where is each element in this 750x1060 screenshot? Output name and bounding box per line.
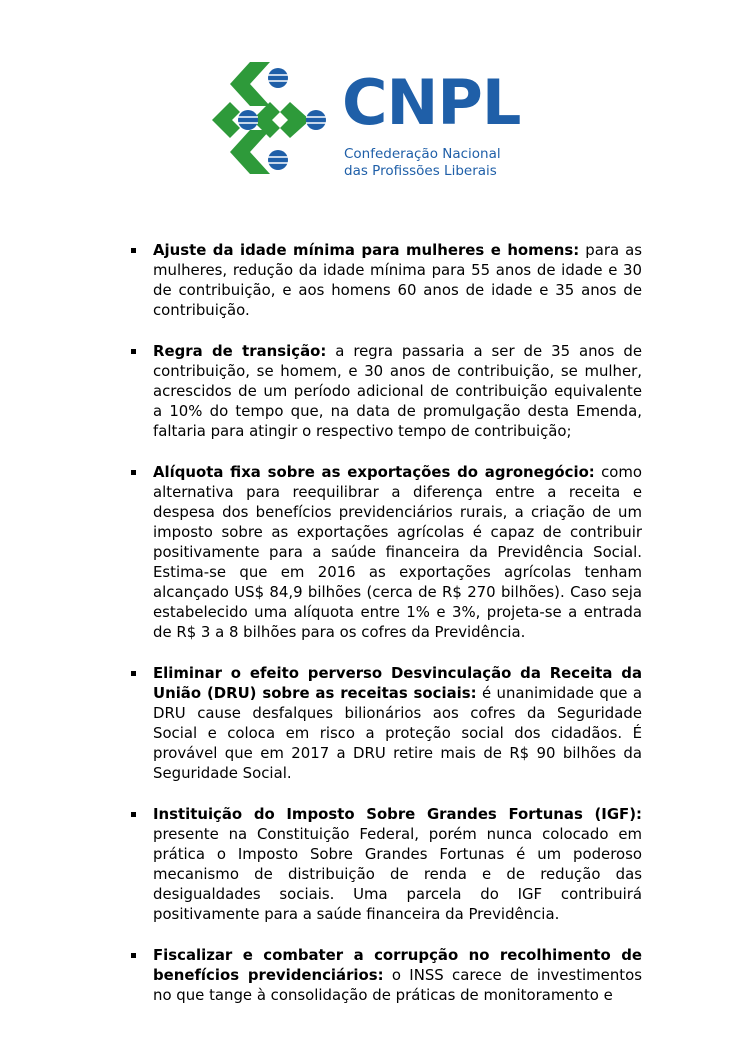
list-item-heading: Regra de transição:	[153, 342, 327, 360]
bullet-icon	[131, 953, 136, 958]
list-item-body: presente na Constituição Federal, porém nunca colocado em prática o Imposto Sobre Grandes Fortunas é um poderoso mecanismo de distribuição de renda e de redução das desigualdades sociais. Uma parcela do IGF contribuirá positivamente para a saúde financeira da Previdência.	[153, 825, 642, 923]
bullet-list	[126, 240, 642, 1026]
list-item-body: para as mulheres, redução da idade mínima para 55 anos de idade e 30 de contribuição, e aos homens 60 anos de idade e 35 anos de contribuição.	[153, 241, 642, 319]
bullet-icon	[131, 671, 136, 676]
list-item	[126, 663, 642, 783]
list-item-text	[153, 663, 642, 783]
list-item	[126, 462, 642, 642]
list-item-body: o INSS carece de investimentos no que tange à consolidação de práticas de monitoramento e	[153, 966, 642, 1004]
list-item-heading: Alíquota fixa sobre as exportações do agronegócio:	[153, 463, 595, 481]
list-item-heading: Ajuste da idade mínima para mulheres e homens:	[153, 241, 580, 259]
list-item-text	[153, 804, 642, 924]
bullet-icon	[131, 470, 136, 475]
logo-subtitle-line2: das Profissões Liberais	[344, 163, 497, 179]
list-item	[126, 804, 642, 924]
list-item-text	[153, 240, 642, 320]
logo-mark-icon	[212, 62, 330, 174]
logo-acronym: CNPL	[342, 66, 521, 139]
bullet-icon	[131, 812, 136, 817]
list-item	[126, 341, 642, 441]
bullet-icon	[131, 248, 136, 253]
list-item-heading: Instituição do Imposto Sobre Grandes Fortunas (IGF):	[153, 805, 642, 823]
list-item-body: como alternativa para reequilibrar a diferença entre a receita e despesa dos benefícios previdenciários rurais, a criação de um imposto sobre as exportações agrícolas é capaz de contribuir positivamente para a saúde financeira da Previdência Social. Estima-se que em 2016 as exportações agrícolas tenham alcançado US$ 84,9 bilhões (cerca de R$ 270 bilhões). Caso seja estabelecido uma alíquota entre 1% e 3%, projeta-se a entrada de R$ 3 a 8 bilhões para os cofres da Previdência.	[153, 463, 642, 641]
list-item-heading: Eliminar o efeito perverso Desvinculação da Receita da União (DRU) sobre as receitas sociais:	[153, 664, 642, 702]
list-item-text	[153, 462, 642, 642]
list-item	[126, 240, 642, 320]
list-item-body: a regra passaria a ser de 35 anos de contribuição, se homem, e 30 anos de contribuição, se mulher, acrescidos de um período adicional de contribuição equivalente a 10% do tempo que, na data de promulgação desta Emenda, faltaria para atingir o respectivo tempo de contribuição;	[153, 342, 642, 440]
list-item-body: é unanimidade que a DRU cause desfalques bilionários aos cofres da Seguridade Social e coloca em risco a proteção social dos cidadãos. É provável que em 2017 a DRU retire mais de R$ 90 bilhões da Seguridade Social.	[153, 684, 642, 782]
logo-subtitle	[344, 146, 501, 180]
list-item-text	[153, 945, 642, 1005]
logo-subtitle-line1: Confederação Nacional	[344, 146, 501, 162]
list-item	[126, 945, 642, 1005]
cnpl-logo	[212, 62, 521, 182]
bullet-icon	[131, 349, 136, 354]
list-item-text	[153, 341, 642, 441]
list-item-heading: Fiscalizar e combater a corrupção no recolhimento de benefícios previdenciários:	[153, 946, 642, 984]
